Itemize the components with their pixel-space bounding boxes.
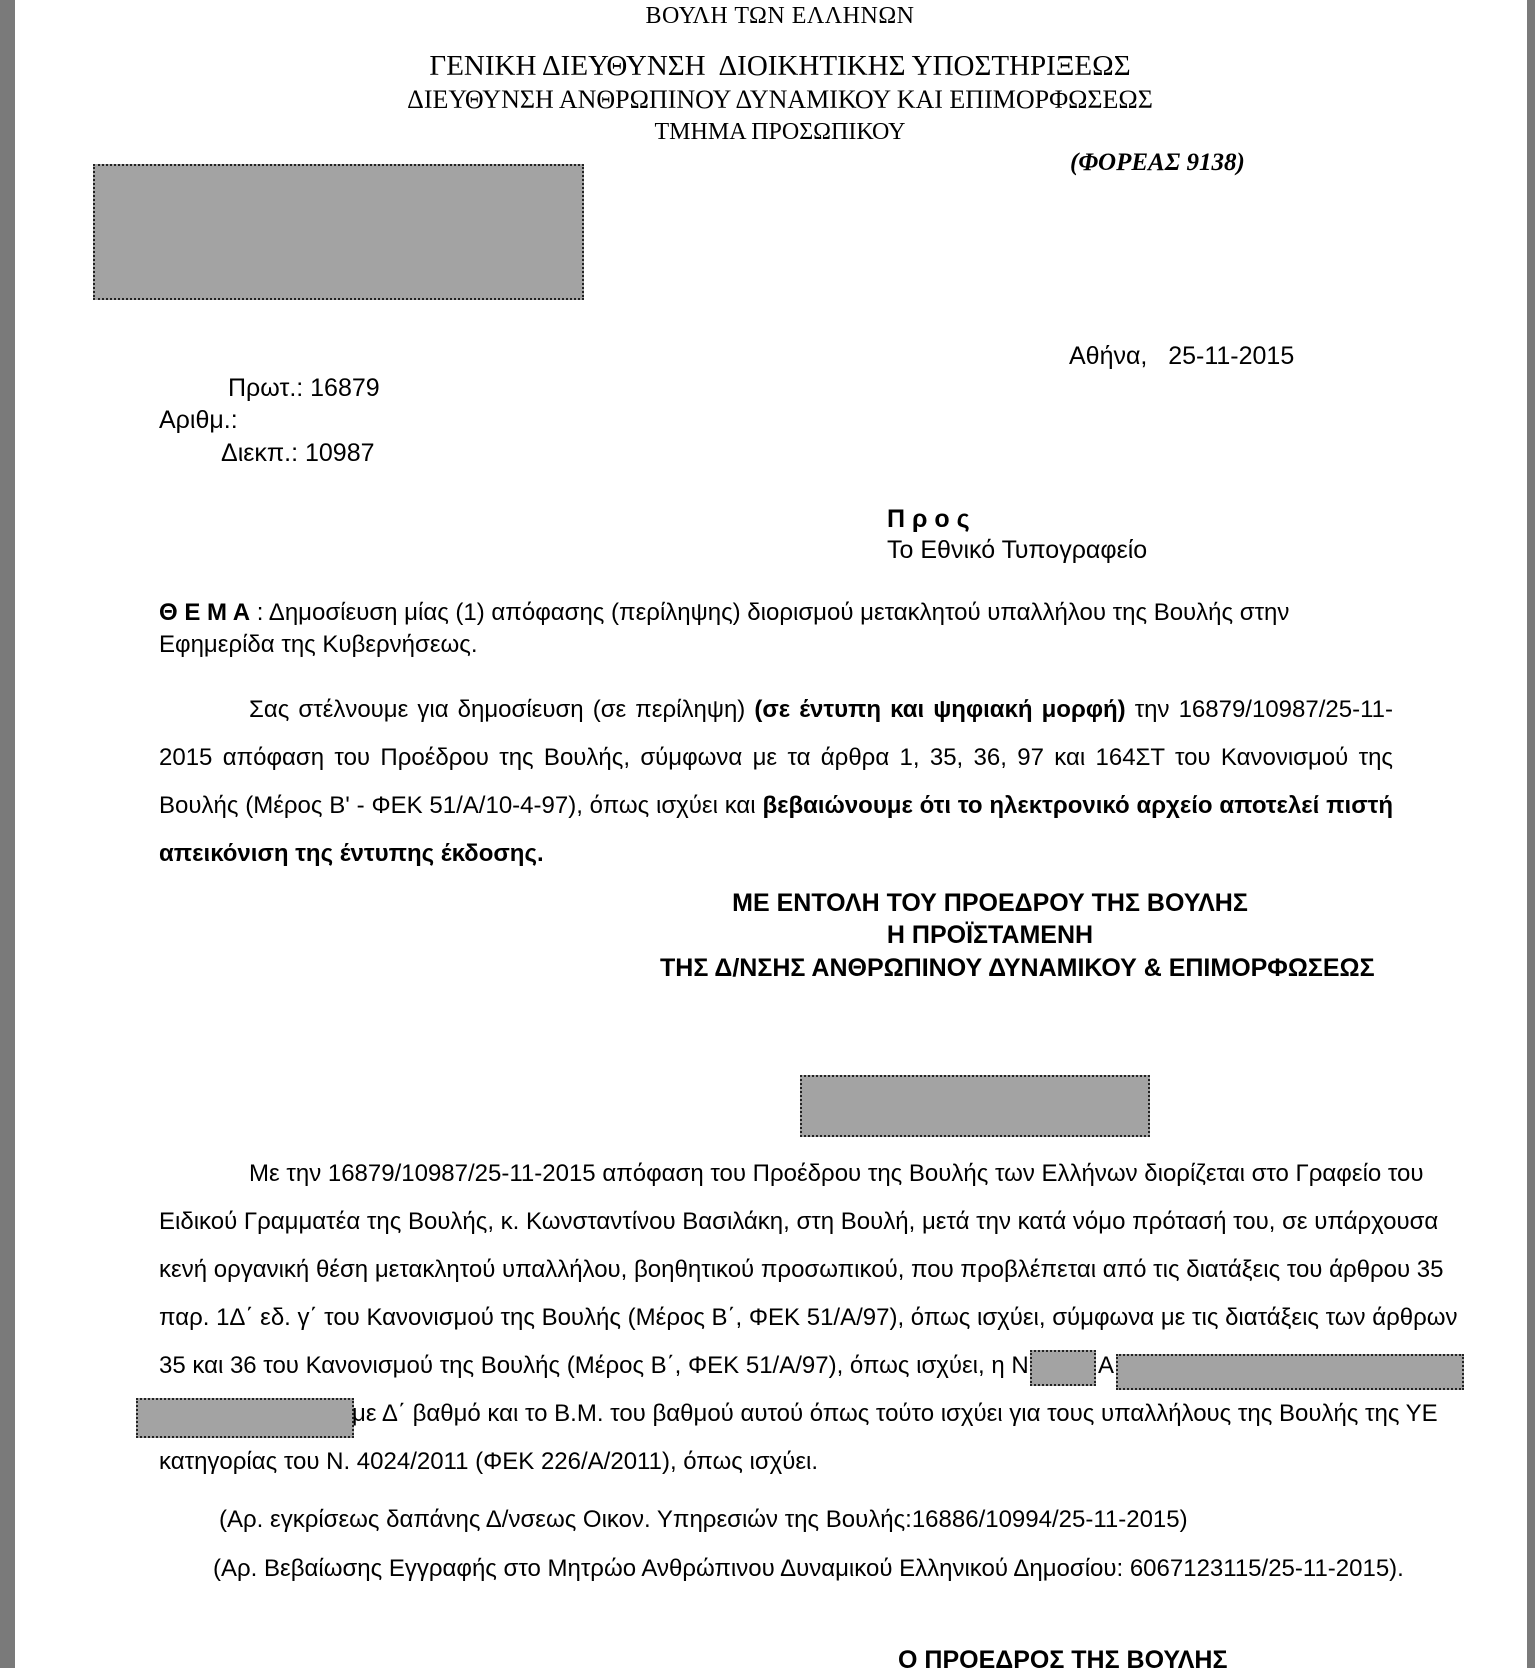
registry-note: (Αρ. Βεβαίωσης Εγγραφής στο Μητρώο Ανθρώπινου Δυναμικού Ελληνικού Δημοσίου: 6067123115/25-11-2015). [213,1555,1404,1582]
number-label: Αριθμ.: [159,406,238,434]
redacted-name-2 [1116,1354,1464,1390]
recipient-label: Π ρ ο ς [887,505,970,533]
signature-line-1: ΜΕ ΕΝΤΟΛΗ ΤΟΥ ΠΡΟΕΔΡΟΥ ΤΗΣ ΒΟΥΛΗΣ [732,889,1248,917]
decision-line-5a: 35 και 36 του Κανονισμού της Βουλής (Μέρος Β΄, ΦΕΚ 51/Α/97), όπως ισχύει, η Ν [159,1352,1029,1379]
expense-approval-note: (Αρ. εγκρίσεως δαπάνης Δ/νσεως Οικον. Υπηρεσιών της Βουλής:16886/10994/25-11-2015) [219,1506,1188,1533]
place-date: Αθήνα, 25-11-2015 [1069,342,1295,370]
protocol-number: Πρωτ.: 16879 [228,374,380,402]
redacted-name-1 [1030,1350,1096,1386]
recipient-name: Το Εθνικό Τυπογραφείο [887,536,1148,564]
intro-paragraph [159,686,1393,878]
subject [159,597,1409,661]
redacted-name-3 [136,1398,354,1438]
decision-line-3: κενή οργανική θέση μετακλητού υπαλλήλου, βοηθητικού προσωπικού, που προβλέπεται από τις διατάξεις του άρθρου 35 [159,1256,1444,1283]
signature-line-2: Η ΠΡΟΪΣΤΑΜΕΝΗ [886,921,1094,949]
president-signature-title: Ο ΠΡΟΕΔΡΟΣ ΤΗΣ ΒΟΥΛΗΣ [898,1646,1228,1674]
decision-line-4: παρ. 1Δ΄ εδ. γ΄ του Κανονισμού της Βουλής (Μέρος Β΄, ΦΕΚ 51/Α/97), όπως ισχύει, σύμφωνα με τις διατάξεις των άρθρων [159,1304,1458,1331]
intro-bold-1: (σε έντυπη και ψηφιακή μορφή) [754,696,1126,723]
page-edge-right [1527,0,1535,1668]
decision-line-1: Με την 16879/10987/25-11-2015 απόφαση του Προέδρου της Βουλής των Ελλήνων διορίζεται στο Γραφείο του [249,1160,1424,1187]
header-directorate: ΔΙΕΥΘΥΝΣΗ ΑΝΘΡΩΠΙΝΟΥ ΔΥΝΑΜΙΚΟΥ ΚΑΙ ΕΠΙΜΟΡΦΩΣΕΩΣ [407,85,1153,114]
header-department: ΤΜΗΜΑ ΠΡΟΣΩΠΙΚΟΥ [654,119,906,145]
decision-line-6: με Δ΄ βαθμό και το Β.Μ. του βαθμού αυτού όπως τούτο ισχύει για τους υπαλλήλους της Βουλής της ΥΕ [352,1400,1438,1427]
diekp-number: Διεκπ.: 10987 [221,439,375,467]
header-entity: (ΦΟΡΕΑΣ 9138) [1070,149,1245,176]
subject-text: : Δημοσίευση μίας (1) απόφασης (περίληψης) διορισμού μετακλητού υπαλλήλου της Βουλής στην Εφημερίδα της Κυβερνήσεως. [159,599,1290,658]
signature-line-3: ΤΗΣ Δ/ΝΣΗΣ ΑΝΘΡΩΠΙΝΟΥ ΔΥΝΑΜΙΚΟΥ & ΕΠΙΜΟΡΦΩΣΕΩΣ [660,954,1375,982]
intro-bold-2: βεβαιώνουμε ότι το ηλεκτρονικό αρχείο αποτελεί πιστή απεικόνιση της έντυπης έκδοσης. [159,792,1393,867]
intro-text-1: Σας στέλνουμε για δημοσίευση (σε περίληψη) [249,696,755,723]
decision-line-2: Ειδικού Γραμματέα της Βουλής, κ. Κωνσταντίνου Βασιλάκη, στη Βουλή, μετά την κατά νόμο πρότασή του, σε υπάρχουσα [159,1208,1439,1235]
redacted-signature-name [800,1075,1150,1137]
header-directorate-general: ΓΕΝΙΚΗ ΔΙΕΥΘΥΝΣΗ ΔΙΟΙΚΗΤΙΚΗΣ ΥΠΟΣΤΗΡΙΞΕΩΣ [429,50,1131,82]
page-edge-left [0,0,15,1668]
intro-text-2: την 16879/10987/25-11-2015 απόφαση του Προέδρου της Βουλής, σύμφωνα με τα άρθρα 1, 35, 36, 97 και 164ΣΤ του Κανονισμού της Βουλής (Μέρος Β' - ΦΕΚ 51/Α/10-4-97), όπως ισχύει και [159,696,1393,819]
redacted-address-block [93,164,584,300]
header-parliament: ΒΟΥΛΗ ΤΩΝ ΕΛΛΗΝΩΝ [645,3,915,29]
decision-line-5b: Α [1098,1352,1115,1379]
decision-line-7: κατηγορίας του Ν. 4024/2011 (ΦΕΚ 226/Α/2011), όπως ισχύει. [159,1448,819,1475]
subject-label: Θ Ε Μ Α [159,599,251,626]
